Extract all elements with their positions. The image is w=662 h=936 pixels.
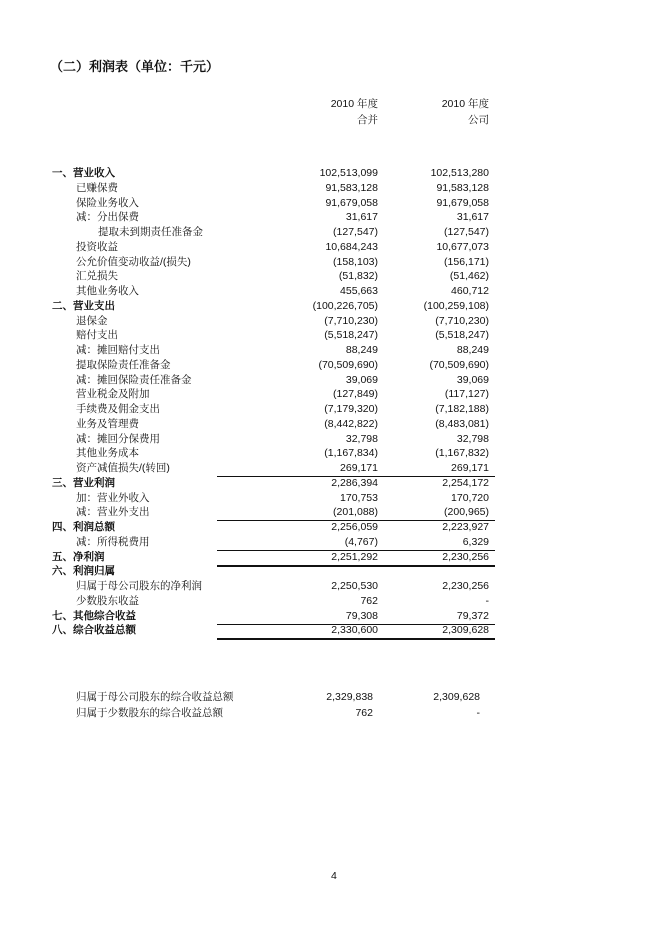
row-label: 归属于母公司股东的净利润 [76,580,202,592]
table-row [0,461,662,476]
column-header-consolidated: 合并 [357,114,378,126]
consolidated-value: 2,286,394 [331,476,378,489]
consolidated-value: 2,329,838 [326,691,373,703]
company-value: 2,309,628 [433,691,480,703]
table-row [0,166,662,181]
row-label: 其他业务成本 [76,447,139,460]
row-label: 减：所得税费用 [76,535,150,548]
consolidated-value: (70,509,690) [318,358,378,371]
row-label: 五、净利润 [52,550,105,563]
company-value: 2,230,256 [442,550,489,563]
row-label: 二、营业支出 [52,299,115,312]
company-value: - [476,707,480,719]
company-value: (117,127) [444,388,489,401]
row-label: 减：摊回分保费用 [76,432,160,445]
table-row [0,609,662,624]
row-label: 汇兑损失 [76,270,118,283]
row-label: 减：摊回赔付支出 [76,344,160,356]
company-value: 88,249 [456,344,489,356]
company-value: 460,712 [451,285,489,297]
company-value: (200,965) [444,506,489,519]
table-row [0,446,662,461]
consolidated-value: 91,583,128 [325,181,378,194]
row-label: 归属于少数股东的综合收益总额 [76,707,223,719]
consolidated-value: 762 [360,594,378,607]
company-value: 10,677,073 [436,240,489,253]
consolidated-value: 455,663 [340,285,378,297]
consolidated-value: (201,088) [333,506,378,519]
table-row [0,225,662,240]
company-value: 102,513,280 [430,167,489,179]
table-row [0,476,662,491]
table-row [0,358,662,373]
table-row [0,402,662,417]
column-header-company: 公司 [468,114,489,126]
table-row [0,181,662,196]
company-value: 2,223,927 [442,521,489,533]
company-value: 2,309,628 [442,624,489,637]
table-row [0,255,662,270]
table-row [0,706,662,721]
row-label: 手续费及佣金支出 [76,403,160,415]
page-number: 4 [331,870,337,882]
company-value: (70,509,690) [429,358,489,371]
row-label: 八、综合收益总额 [52,624,136,637]
consolidated-value: 170,753 [340,491,378,504]
company-value: (5,518,247) [435,329,489,342]
consolidated-value: 88,249 [345,344,378,356]
row-label: 减：营业外支出 [76,506,150,519]
table-row [0,690,662,705]
row-label: 公允价值变动收益/(损失) [76,255,191,268]
table-row [0,535,662,550]
row-label: 减：摊回保险责任准备金 [76,373,192,386]
company-value: 31,617 [456,211,489,224]
table-row [0,284,662,299]
company-value: 170,720 [451,491,489,504]
consolidated-value: 32,798 [345,432,378,445]
row-label: 归属于母公司股东的综合收益总额 [76,691,234,703]
row-label: 投资收益 [76,240,118,253]
company-value: 2,230,256 [442,580,489,592]
table-row [0,594,662,609]
consolidated-value: (1,167,834) [324,447,378,460]
column-header-consolidated-year: 2010 年度 [330,98,378,110]
consolidated-value: 31,617 [345,211,378,224]
row-label: 三、营业利润 [52,476,115,489]
table-row [0,328,662,343]
table-row [0,550,662,565]
row-label: 六、利润归属 [52,565,115,578]
consolidated-value: 269,171 [340,462,378,474]
consolidated-value: 91,679,058 [325,196,378,209]
consolidated-value: (127,547) [333,226,378,238]
company-value: (1,167,832) [435,447,489,460]
consolidated-value: 102,513,099 [319,167,378,179]
table-row [0,314,662,329]
company-value: (156,171) [444,255,489,268]
consolidated-value: 2,250,530 [331,580,378,592]
row-label: 七、其他综合收益 [52,609,136,622]
double-underline-rule [217,638,495,640]
row-label: 退保金 [76,314,108,327]
company-value: 269,171 [451,462,489,474]
company-value: - [485,594,489,607]
consolidated-value: 2,330,600 [331,624,378,637]
consolidated-value: (100,226,705) [312,299,378,312]
row-label: 资产减值损失/(转回) [76,462,170,474]
table-row [0,505,662,520]
company-value: 2,254,172 [442,476,489,489]
row-label: 营业税金及附加 [76,388,150,401]
row-label: 业务及管理费 [76,417,139,430]
company-value: 91,583,128 [436,181,489,194]
table-row [0,491,662,506]
row-label: 减：分出保费 [76,211,139,224]
company-value: (7,182,188) [435,403,489,415]
consolidated-value: (4,767) [344,535,378,548]
table-row [0,520,662,535]
column-header-company-year: 2010 年度 [441,98,489,110]
row-label: 加：营业外收入 [76,491,150,504]
consolidated-value: 2,256,059 [331,521,378,533]
company-value: (8,483,081) [435,417,489,430]
row-label: 已赚保费 [76,181,118,194]
consolidated-value: 2,251,292 [331,550,378,563]
consolidated-value: 762 [355,707,373,719]
table-row [0,432,662,447]
row-label: 其他业务收入 [76,285,139,297]
consolidated-value: 39,069 [345,373,378,386]
table-row [0,579,662,594]
company-value: 39,069 [456,373,489,386]
consolidated-value: 79,308 [345,609,378,622]
row-label: 提取保险责任准备金 [76,358,171,371]
row-label: 一、营业收入 [52,167,115,179]
company-value: (100,259,108) [423,299,489,312]
company-value: 32,798 [456,432,489,445]
table-row [0,299,662,314]
consolidated-value: (158,103) [333,255,378,268]
consolidated-value: (5,518,247) [324,329,378,342]
consolidated-value: 10,684,243 [325,240,378,253]
company-value: 6,329 [462,535,489,548]
row-label: 少数股东收益 [76,594,139,607]
statement-title: （二）利润表（单位：千元） [50,59,220,74]
row-label: 赔付支出 [76,329,118,342]
table-row [0,387,662,402]
company-value: (51,462) [449,270,489,283]
table-row [0,564,662,579]
consolidated-value: (7,710,230) [324,314,378,327]
table-row [0,373,662,388]
table-row [0,269,662,284]
table-row [0,343,662,358]
row-label: 四、利润总额 [52,521,115,533]
company-value: (7,710,230) [435,314,489,327]
consolidated-value: (8,442,822) [324,417,378,430]
table-row [0,240,662,255]
table-row [0,417,662,432]
table-row [0,623,662,638]
consolidated-value: (51,832) [338,270,378,283]
company-value: 91,679,058 [436,196,489,209]
row-label: 保险业务收入 [76,196,139,209]
company-value: (127,547) [444,226,489,238]
row-label: 提取未到期责任准备金 [98,226,203,238]
table-row [0,196,662,211]
consolidated-value: (7,179,320) [324,403,378,415]
consolidated-value: (127,849) [333,388,378,401]
company-value: 79,372 [456,609,489,622]
table-row [0,210,662,225]
